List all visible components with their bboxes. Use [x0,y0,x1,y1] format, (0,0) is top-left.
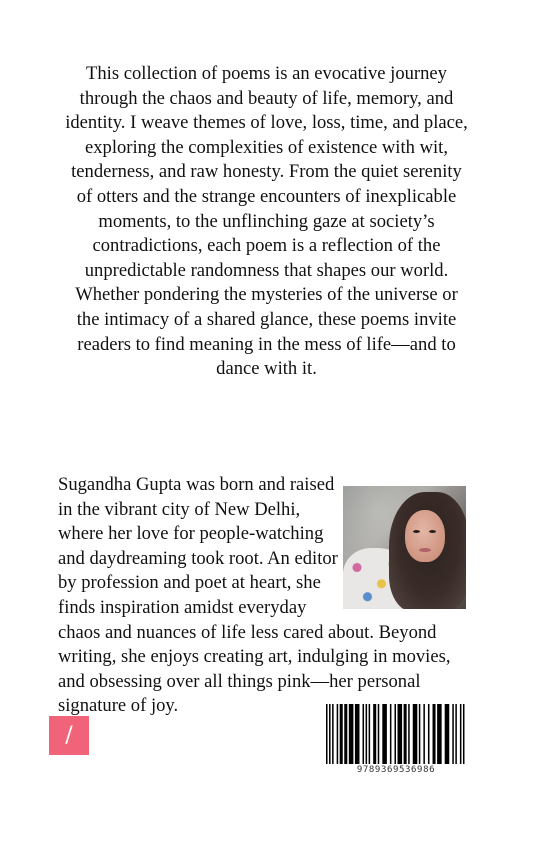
barcode-bar [382,704,387,764]
barcode-bars [326,704,466,764]
barcode-bar [404,704,407,764]
isbn-number: 9789369536986 [356,765,436,775]
barcode-bar [428,704,430,764]
barcode-bar [445,704,450,764]
author-photo [343,486,466,609]
barcode-bar [329,704,331,764]
barcode-bar [437,704,442,764]
barcode-bar [337,704,339,764]
barcode-bar [419,704,421,764]
barcode-bar [463,704,465,764]
barcode-bar [452,704,454,764]
barcode-bar [369,704,371,764]
barcode-bar [455,704,457,764]
barcode-bar [373,704,376,764]
publisher-logo [49,716,89,755]
barcode-bar [423,704,425,764]
barcode-bar [332,704,334,764]
isbn-barcode [326,704,466,775]
barcode-bar [433,704,436,764]
back-cover-blurb: This collection of poems is an evocative journey through the chaos and beauty of life, memory, and identity. I weave themes of love, loss, time, and place, exploring the complexities of existence with wit, tenderness, and raw honesty. From the quiet serenity of otters and the strange encounters of inexplicable moments, to the unflinching gaze at society’s contradictions, each poem is a reflection of the unpredictable randomness that shapes our world. Whether pondering the mysteries of the universe or the intimacy of a shared glance, these poems invite readers to find meaning in the mess of life—and to dance with it. [65,63,468,380]
barcode-bar [413,704,418,764]
barcode-bar [398,704,403,764]
author-bio: Sugandha Gupta was born and raised in the vibrant city of New Delhi, where her love for people-watching and daydreaming took root. An editor by profession and poet at heart, she finds inspiration amidst everyday chaos and nuances of life less cared about. Beyond writing, she enjoys creating art, indulging in movies, and obsessing over all things pink—her personal signature of joy. [58,474,451,717]
publisher-logo-glyph: / [65,723,73,748]
barcode-bar [394,704,396,764]
barcode-bar [355,704,360,764]
barcode-bar [366,704,368,764]
barcode-bar [378,704,380,764]
barcode-bar [344,704,347,764]
barcode-bar [349,704,354,764]
barcode-bar [390,704,392,764]
barcode-bar [460,704,462,764]
barcode-bar [408,704,410,764]
author-bio-section [58,473,478,719]
barcode-bar [326,704,328,764]
barcode-bar [340,704,343,764]
barcode-bar [363,704,365,764]
